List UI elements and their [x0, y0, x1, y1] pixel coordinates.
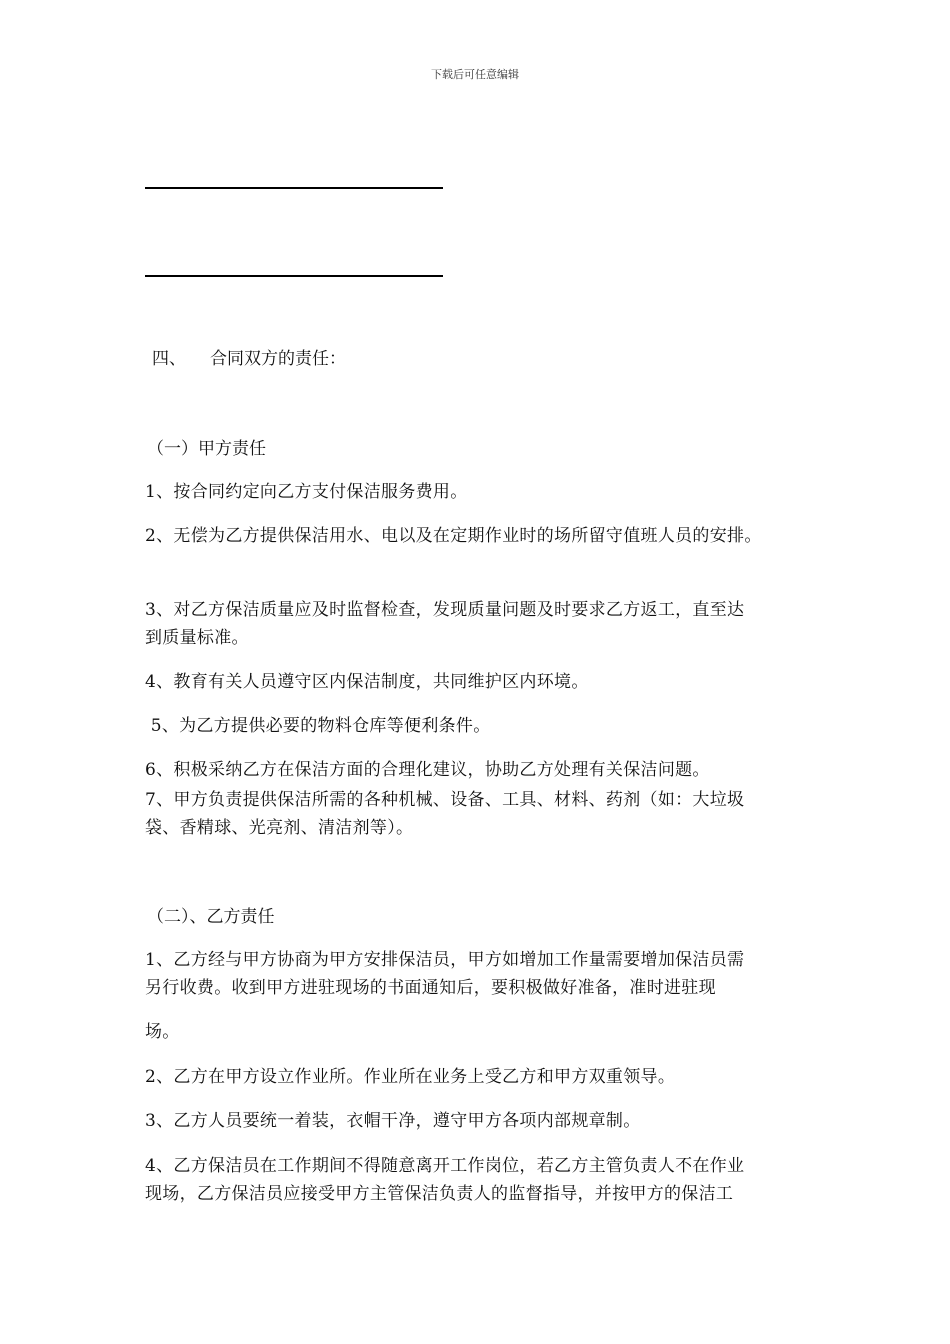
party-b-item-4-line-1: 4、乙方保洁员在工作期间不得随意离开工作岗位，若乙方主管负责人不在作业	[145, 1156, 745, 1176]
party-a-item-2: 2、无偿为乙方提供保洁用水、电以及在定期作业时的场所留守值班人员的安排。	[145, 526, 762, 546]
party-a-item-7-line-1: 7、甲方负责提供保洁所需的各种机械、设备、工具、材料、药剂（如：大垃圾	[145, 790, 745, 810]
party-a-item-7-line-2: 袋、香精球、光亮剂、清洁剂等）。	[145, 818, 414, 838]
party-a-item-3-line-1: 3、对乙方保洁质量应及时监督检查，发现质量问题及时要求乙方返工，直至达	[145, 600, 745, 620]
section-heading	[152, 347, 346, 371]
party-a-item-1: 1、按合同约定向乙方支付保洁服务费用。	[145, 482, 468, 502]
party-b-item-2: 2、乙方在甲方设立作业所。作业所在业务上受乙方和甲方双重领导。	[145, 1067, 676, 1087]
party-b-item-1-line-2: 另行收费。收到甲方进驻现场的书面通知后，要积极做好准备，准时进驻现	[145, 978, 716, 998]
section-title: 合同双方的责任：	[210, 349, 346, 369]
header-note: 下载后可任意编辑	[431, 68, 519, 81]
party-b-item-4-line-2: 现场，乙方保洁员应接受甲方主管保洁负责人的监督指导，并按甲方的保洁工	[145, 1184, 734, 1204]
party-b-item-3: 3、乙方人员要统一着装，衣帽干净，遵守甲方各项内部规章制。	[145, 1111, 641, 1131]
section-number: 四、	[152, 349, 186, 369]
party-a-heading: （一）甲方责任	[147, 439, 266, 459]
party-b-heading: （二）、乙方责任	[147, 907, 275, 927]
party-a-item-5: 5、为乙方提供必要的物料仓库等便利条件。	[145, 716, 491, 736]
fill-in-line-2	[145, 275, 443, 277]
party-a-item-3-line-2: 到质量标准。	[145, 628, 249, 648]
party-a-item-4: 4、教育有关人员遵守区内保洁制度，共同维护区内环境。	[145, 672, 589, 692]
party-b-item-1-line-1: 1、乙方经与甲方协商为甲方安排保洁员，甲方如增加工作量需要增加保洁员需	[145, 950, 745, 970]
party-b-item-1-line-3: 场。	[145, 1022, 180, 1042]
fill-in-line-1	[145, 187, 443, 189]
party-a-item-6: 6、积极采纳乙方在保洁方面的合理化建议，协助乙方处理有关保洁问题。	[145, 760, 710, 780]
